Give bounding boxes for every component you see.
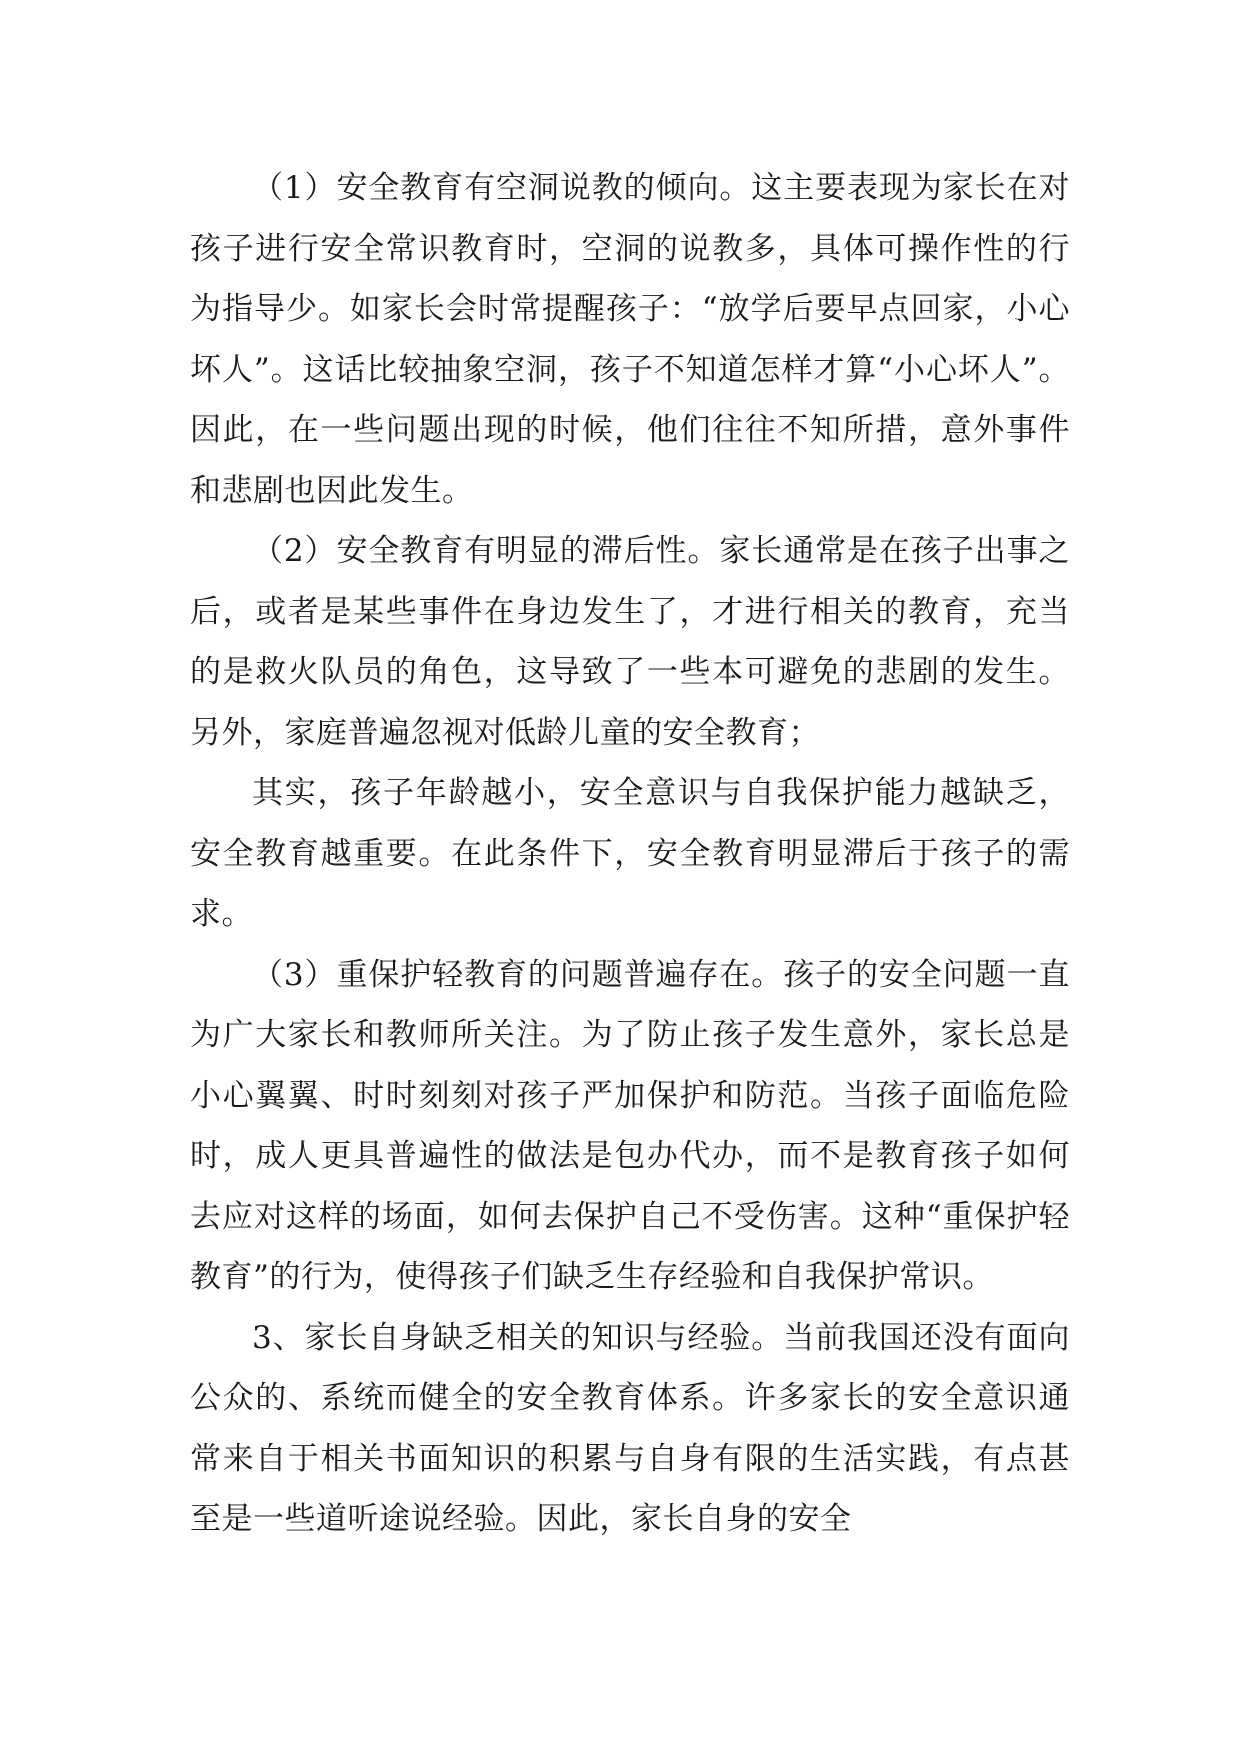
- paragraph-2: （2）安全教育有明显的滞后性。家长通常是在孩子出事之后，或者是某些事件在身边发生了，才进行相关的教育，充当的是救火队员的角色，这导致了一些本可避免的悲剧的发生。另外，家庭普遍忽视对低龄儿童的安全教育；: [190, 533, 1070, 751]
- document-body: [190, 158, 1070, 1550]
- paragraph-3: 其实，孩子年龄越小，安全意识与自我保护能力越缺乏，安全教育越重要。在此条件下，安全教育明显滞后于孩子的需求。: [190, 775, 1070, 932]
- paragraph-1: （1）安全教育有空洞说教的倾向。这主要表现为家长在对孩子进行安全常识教育时，空洞的说教多，具体可操作性的行为指导少。如家长会时常提醒孩子：“放学后要早点回家，小心坏人”。这话比较抽象空洞，孩子不知道怎样才算“小心坏人”。因此，在一些问题出现的时候，他们往往不知所措，意外事件和悲剧也因此发生。: [190, 170, 1070, 509]
- paragraph-4: （3）重保护轻教育的问题普遍存在。孩子的安全问题一直为广大家长和教师所关注。为了防止孩子发生意外，家长总是小心翼翼、时时刻刻对孩子严加保护和防范。当孩子面临危险时，成人更具普遍性的做法是包办代办，而不是教育孩子如何去应对这样的场面，如何去保护自己不受伤害。这种“重保护轻教育”的行为，使得孩子们缺乏生存经验和自我保护常识。: [190, 956, 1070, 1295]
- paragraph-5: 3、家长自身缺乏相关的知识与经验。当前我国还没有面向公众的、系统而健全的安全教育体系。许多家长的安全意识通常来自于相关书面知识的积累与自身有限的生活实践，有点甚至是一些道听途说经验。因此，家长自身的安全: [190, 1319, 1070, 1537]
